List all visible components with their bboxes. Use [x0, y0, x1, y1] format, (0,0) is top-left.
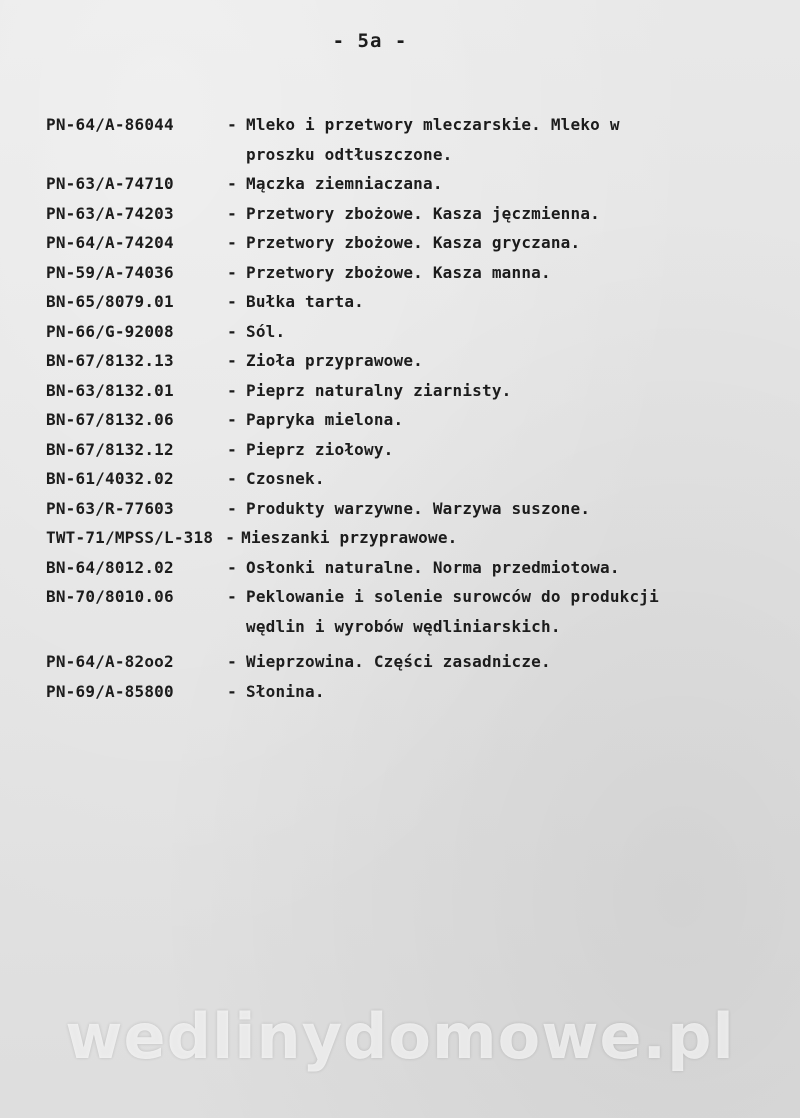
- standard-title: Wieprzowina. Części zasadnicze.: [246, 652, 551, 671]
- list-item: [46, 582, 786, 641]
- standard-title: Przetwory zbożowe. Kasza jęczmienna.: [246, 203, 600, 223]
- standard-code: BN-67/8132.13: [46, 351, 174, 370]
- list-item: [46, 258, 786, 288]
- standard-code: PN-63/A-74710: [46, 174, 174, 193]
- list-item: [46, 199, 786, 229]
- standard-title: Produkty warzywne. Warzywa suszone.: [246, 498, 591, 518]
- standard-code: TWT-71/MPSS/L-318: [46, 528, 214, 547]
- separator-dash: -: [227, 351, 237, 370]
- standard-title: Sól.: [246, 321, 286, 341]
- list-item: [46, 677, 786, 707]
- separator-dash: -: [227, 681, 237, 701]
- standard-code: PN-64/A-82oo2: [46, 652, 174, 671]
- standard-title: Słonina.: [246, 681, 325, 701]
- standard-title: Peklowanie i solenie surowców do produkcji wędlin i wyrobów wędliniarskich.: [246, 587, 659, 636]
- standard-title: Mieszanki przyprawowe.: [241, 528, 458, 547]
- separator-dash: -: [227, 321, 237, 341]
- watermark: wedlinydomowe.pl: [65, 1000, 735, 1073]
- list-item: [46, 376, 786, 406]
- separator-dash: -: [227, 380, 237, 400]
- list-item: [46, 228, 786, 258]
- page-number: - 5a -: [332, 30, 408, 52]
- standard-title: Przetwory zbożowe. Kasza manna.: [246, 262, 551, 282]
- standard-title: Papryka mielona.: [246, 410, 404, 429]
- list-item: [46, 317, 786, 347]
- separator-dash: -: [227, 233, 237, 252]
- standard-code: PN-69/A-85800: [46, 681, 174, 701]
- separator-dash: -: [227, 292, 237, 311]
- standard-code: PN-63/A-74203: [46, 203, 174, 223]
- standard-code: BN-64/8012.02: [46, 557, 174, 577]
- standard-code: PN-64/A-86044: [46, 115, 174, 134]
- standard-code: BN-70/8010.06: [46, 587, 174, 606]
- standard-title: Mączka ziemniaczana.: [246, 174, 443, 193]
- separator-dash: -: [227, 174, 237, 193]
- standard-title: Mleko i przetwory mleczarskie. Mleko w proszku odtłuszczone.: [246, 115, 620, 164]
- separator-dash: -: [227, 410, 237, 429]
- standard-code: PN-63/R-77603: [46, 498, 174, 518]
- standard-title: Osłonki naturalne. Norma przedmiotowa.: [246, 557, 620, 577]
- list-item: [46, 287, 786, 317]
- separator-dash: -: [227, 498, 237, 518]
- list-item: [46, 647, 786, 677]
- list-item: [46, 346, 786, 376]
- standard-title: Przetwory zbożowe. Kasza gryczana.: [246, 233, 581, 252]
- list-item: [46, 110, 786, 169]
- standard-code: PN-64/A-74204: [46, 233, 174, 252]
- standard-title: Zioła przyprawowe.: [246, 351, 423, 370]
- standard-title: Pieprz ziołowy.: [246, 439, 394, 459]
- list-item: [46, 435, 786, 465]
- standard-code: BN-67/8132.12: [46, 439, 174, 459]
- separator-dash: -: [227, 587, 237, 606]
- list-item: [46, 523, 786, 553]
- list-item: [46, 494, 786, 524]
- separator-dash: -: [227, 469, 237, 488]
- list-item: [46, 553, 786, 583]
- separator-dash: -: [227, 115, 237, 134]
- standard-code: PN-66/G-92008: [46, 321, 174, 341]
- separator-dash: -: [227, 439, 237, 459]
- standard-code: BN-67/8132.06: [46, 410, 174, 429]
- separator-dash: -: [227, 203, 237, 223]
- standard-code: BN-65/8079.01: [46, 292, 174, 311]
- standard-code: BN-61/4032.02: [46, 469, 174, 488]
- standard-title: Czosnek.: [246, 469, 325, 488]
- standard-code: BN-63/8132.01: [46, 380, 174, 400]
- separator-dash: -: [227, 262, 237, 282]
- list-item: [46, 405, 786, 435]
- list-item: [46, 169, 786, 199]
- separator-dash: -: [227, 557, 237, 577]
- list-item: [46, 464, 786, 494]
- standard-code: PN-59/A-74036: [46, 262, 174, 282]
- separator-dash: -: [227, 652, 237, 671]
- standard-title: Bułka tarta.: [246, 292, 364, 311]
- separator-dash: -: [225, 528, 236, 547]
- standard-title: Pieprz naturalny ziarnisty.: [246, 380, 512, 400]
- standards-list: [46, 110, 786, 706]
